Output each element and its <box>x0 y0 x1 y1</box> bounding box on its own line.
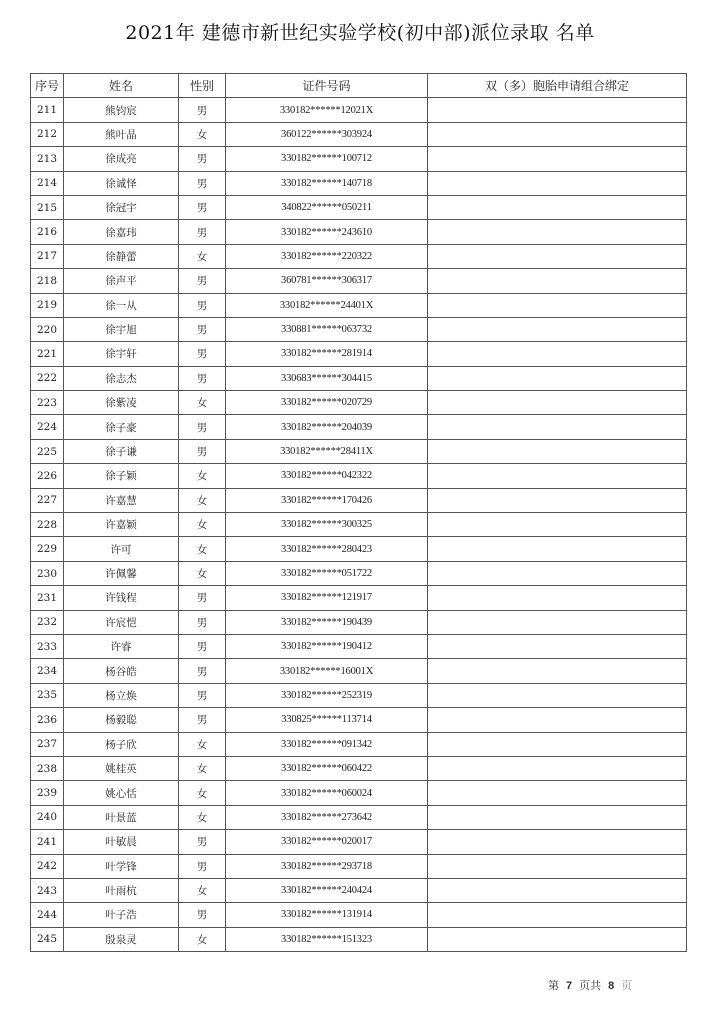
cell-twin-binding <box>428 122 687 146</box>
cell-gender: 男 <box>179 610 226 634</box>
cell-twin-binding <box>428 513 687 537</box>
cell-twin-binding <box>428 98 687 122</box>
table-row <box>31 781 687 805</box>
cell-twin-binding <box>428 927 687 951</box>
footer-middle: 页共 <box>579 979 602 992</box>
cell-twin-binding <box>428 293 687 317</box>
cell-gender: 女 <box>179 513 226 537</box>
table-row <box>31 391 687 415</box>
cell-name: 徐志杰 <box>64 366 179 390</box>
cell-index: 233 <box>31 634 64 658</box>
table-row <box>31 317 687 341</box>
cell-index: 240 <box>31 805 64 829</box>
table-row <box>31 830 687 854</box>
cell-index: 243 <box>31 878 64 902</box>
cell-name: 叶雨杭 <box>64 878 179 902</box>
table-row <box>31 513 687 537</box>
table-row <box>31 561 687 585</box>
table-row <box>31 488 687 512</box>
cell-twin-binding <box>428 586 687 610</box>
table-row <box>31 805 687 829</box>
table-row <box>31 464 687 488</box>
cell-id-number: 330182******24401X <box>226 293 428 317</box>
cell-index: 241 <box>31 830 64 854</box>
table-row <box>31 683 687 707</box>
cell-name: 许嘉颖 <box>64 513 179 537</box>
cell-index: 214 <box>31 171 64 195</box>
cell-name: 叶敏晨 <box>64 830 179 854</box>
cell-twin-binding <box>428 220 687 244</box>
cell-gender: 男 <box>179 634 226 658</box>
cell-gender: 女 <box>179 781 226 805</box>
cell-gender: 男 <box>179 586 226 610</box>
cell-name: 许钱程 <box>64 586 179 610</box>
cell-name: 叶景蓝 <box>64 805 179 829</box>
cell-gender: 女 <box>179 805 226 829</box>
cell-name: 熊钧宸 <box>64 98 179 122</box>
cell-index: 213 <box>31 147 64 171</box>
cell-id-number: 330881******063732 <box>226 317 428 341</box>
cell-id-number: 330182******240424 <box>226 878 428 902</box>
current-page-number: 7 <box>566 980 573 992</box>
cell-gender: 男 <box>179 171 226 195</box>
cell-index: 245 <box>31 927 64 951</box>
cell-gender: 男 <box>179 683 226 707</box>
cell-id-number: 330182******243610 <box>226 220 428 244</box>
cell-index: 238 <box>31 756 64 780</box>
cell-name: 叶子浩 <box>64 903 179 927</box>
cell-twin-binding <box>428 732 687 756</box>
cell-twin-binding <box>428 708 687 732</box>
cell-name: 徐嘉玮 <box>64 220 179 244</box>
cell-id-number: 330182******190412 <box>226 634 428 658</box>
cell-gender: 男 <box>179 147 226 171</box>
cell-gender: 男 <box>179 830 226 854</box>
cell-name: 熊叶晶 <box>64 122 179 146</box>
table-row <box>31 927 687 951</box>
cell-id-number: 330182******060422 <box>226 756 428 780</box>
table-row <box>31 732 687 756</box>
cell-twin-binding <box>428 903 687 927</box>
cell-twin-binding <box>428 537 687 561</box>
cell-gender: 男 <box>179 415 226 439</box>
cell-gender: 女 <box>179 927 226 951</box>
cell-name: 杨毅聪 <box>64 708 179 732</box>
cell-twin-binding <box>428 659 687 683</box>
cell-twin-binding <box>428 244 687 268</box>
cell-index: 242 <box>31 854 64 878</box>
cell-gender: 男 <box>179 439 226 463</box>
cell-name: 叶学锋 <box>64 854 179 878</box>
cell-id-number: 360122******303924 <box>226 122 428 146</box>
cell-twin-binding <box>428 317 687 341</box>
column-header-twin-binding: 双（多）胞胎申请组合绑定 <box>428 74 687 98</box>
table-row <box>31 439 687 463</box>
cell-name: 徐诚怿 <box>64 171 179 195</box>
cell-name: 徐静蕾 <box>64 244 179 268</box>
cell-index: 227 <box>31 488 64 512</box>
column-header-id-number: 证件号码 <box>226 74 428 98</box>
footer-prefix: 第 <box>548 979 559 992</box>
cell-twin-binding <box>428 756 687 780</box>
cell-name: 徐声平 <box>64 269 179 293</box>
cell-id-number: 330683******304415 <box>226 366 428 390</box>
cell-id-number: 330182******151323 <box>226 927 428 951</box>
cell-gender: 男 <box>179 708 226 732</box>
cell-id-number: 330182******051722 <box>226 561 428 585</box>
table-row <box>31 903 687 927</box>
cell-twin-binding <box>428 830 687 854</box>
column-header-gender: 性别 <box>179 74 226 98</box>
cell-id-number: 330182******121917 <box>226 586 428 610</box>
cell-gender: 男 <box>179 269 226 293</box>
cell-id-number: 330182******140718 <box>226 171 428 195</box>
table-row <box>31 366 687 390</box>
cell-index: 228 <box>31 513 64 537</box>
cell-gender: 女 <box>179 732 226 756</box>
cell-id-number: 330182******12021X <box>226 98 428 122</box>
admission-table <box>30 73 687 952</box>
cell-name: 许嘉慧 <box>64 488 179 512</box>
cell-index: 216 <box>31 220 64 244</box>
cell-twin-binding <box>428 561 687 585</box>
cell-id-number: 330182******170426 <box>226 488 428 512</box>
cell-index: 231 <box>31 586 64 610</box>
cell-twin-binding <box>428 781 687 805</box>
cell-name: 徐成亮 <box>64 147 179 171</box>
table-body <box>31 98 687 952</box>
cell-gender: 女 <box>179 464 226 488</box>
cell-gender: 女 <box>179 561 226 585</box>
cell-name: 徐一从 <box>64 293 179 317</box>
table-row <box>31 586 687 610</box>
cell-twin-binding <box>428 683 687 707</box>
cell-twin-binding <box>428 195 687 219</box>
cell-name: 杨谷皓 <box>64 659 179 683</box>
cell-index: 224 <box>31 415 64 439</box>
cell-index: 211 <box>31 98 64 122</box>
column-header-name: 姓名 <box>64 74 179 98</box>
table-row <box>31 122 687 146</box>
cell-name: 许可 <box>64 537 179 561</box>
table-row <box>31 854 687 878</box>
cell-index: 234 <box>31 659 64 683</box>
cell-id-number: 330182******131914 <box>226 903 428 927</box>
table-row <box>31 634 687 658</box>
cell-gender: 男 <box>179 342 226 366</box>
cell-id-number: 330182******042322 <box>226 464 428 488</box>
cell-twin-binding <box>428 391 687 415</box>
cell-index: 229 <box>31 537 64 561</box>
table-row <box>31 98 687 122</box>
cell-gender: 男 <box>179 220 226 244</box>
cell-id-number: 330182******204039 <box>226 415 428 439</box>
table-row <box>31 269 687 293</box>
table-row <box>31 342 687 366</box>
table-row <box>31 244 687 268</box>
cell-name: 杨立焕 <box>64 683 179 707</box>
cell-id-number: 330182******281914 <box>226 342 428 366</box>
cell-id-number: 330182******100712 <box>226 147 428 171</box>
cell-id-number: 340822******050211 <box>226 195 428 219</box>
table-row <box>31 220 687 244</box>
table-row <box>31 878 687 902</box>
cell-twin-binding <box>428 805 687 829</box>
cell-twin-binding <box>428 147 687 171</box>
table-row <box>31 708 687 732</box>
cell-index: 232 <box>31 610 64 634</box>
cell-index: 235 <box>31 683 64 707</box>
cell-gender: 女 <box>179 244 226 268</box>
cell-id-number: 330182******293718 <box>226 854 428 878</box>
cell-name: 姚桂英 <box>64 756 179 780</box>
table-row <box>31 415 687 439</box>
footer-suffix: 页 <box>621 979 633 992</box>
cell-id-number: 330182******020729 <box>226 391 428 415</box>
cell-gender: 男 <box>179 98 226 122</box>
cell-index: 217 <box>31 244 64 268</box>
table-header-row <box>31 74 687 98</box>
table-row <box>31 610 687 634</box>
cell-gender: 男 <box>179 366 226 390</box>
cell-gender: 女 <box>179 122 226 146</box>
cell-name: 姚心恬 <box>64 781 179 805</box>
cell-index: 237 <box>31 732 64 756</box>
table-row <box>31 756 687 780</box>
cell-gender: 女 <box>179 391 226 415</box>
cell-index: 215 <box>31 195 64 219</box>
document-title: 2021年 建德市新世纪实验学校(初中部)派位录取 名单 <box>125 22 595 44</box>
cell-name: 徐子谦 <box>64 439 179 463</box>
cell-name: 许睿 <box>64 634 179 658</box>
cell-gender: 男 <box>179 659 226 683</box>
cell-twin-binding <box>428 366 687 390</box>
cell-name: 徐紫凌 <box>64 391 179 415</box>
cell-twin-binding <box>428 854 687 878</box>
total-page-number: 8 <box>608 980 615 992</box>
cell-name: 许佩馨 <box>64 561 179 585</box>
cell-name: 徐冠宇 <box>64 195 179 219</box>
cell-gender: 男 <box>179 293 226 317</box>
cell-twin-binding <box>428 171 687 195</box>
table-row <box>31 659 687 683</box>
cell-gender: 男 <box>179 317 226 341</box>
column-header-index: 序号 <box>31 74 64 98</box>
cell-index: 236 <box>31 708 64 732</box>
cell-name: 徐子颖 <box>64 464 179 488</box>
cell-id-number: 330182******091342 <box>226 732 428 756</box>
cell-name: 杨子欣 <box>64 732 179 756</box>
cell-twin-binding <box>428 634 687 658</box>
cell-name: 徐宇轩 <box>64 342 179 366</box>
table-row <box>31 171 687 195</box>
cell-name: 徐子豪 <box>64 415 179 439</box>
cell-gender: 女 <box>179 537 226 561</box>
cell-gender: 男 <box>179 195 226 219</box>
cell-index: 225 <box>31 439 64 463</box>
cell-name: 徐宇旭 <box>64 317 179 341</box>
cell-gender: 男 <box>179 854 226 878</box>
cell-index: 244 <box>31 903 64 927</box>
cell-gender: 女 <box>179 878 226 902</box>
cell-id-number: 360781******306317 <box>226 269 428 293</box>
cell-id-number: 330182******020017 <box>226 830 428 854</box>
cell-id-number: 330182******252319 <box>226 683 428 707</box>
cell-id-number: 330182******273642 <box>226 805 428 829</box>
cell-id-number: 330182******190439 <box>226 610 428 634</box>
page-footer <box>548 977 632 993</box>
cell-gender: 女 <box>179 488 226 512</box>
cell-id-number: 330182******060024 <box>226 781 428 805</box>
cell-twin-binding <box>428 878 687 902</box>
cell-index: 239 <box>31 781 64 805</box>
cell-index: 221 <box>31 342 64 366</box>
cell-index: 212 <box>31 122 64 146</box>
cell-id-number: 330182******28411X <box>226 439 428 463</box>
cell-index: 226 <box>31 464 64 488</box>
cell-gender: 女 <box>179 756 226 780</box>
cell-id-number: 330182******16001X <box>226 659 428 683</box>
table-row <box>31 537 687 561</box>
cell-name: 许宸恺 <box>64 610 179 634</box>
cell-twin-binding <box>428 342 687 366</box>
cell-twin-binding <box>428 488 687 512</box>
cell-index: 222 <box>31 366 64 390</box>
cell-id-number: 330182******280423 <box>226 537 428 561</box>
cell-twin-binding <box>428 464 687 488</box>
cell-index: 218 <box>31 269 64 293</box>
cell-index: 230 <box>31 561 64 585</box>
cell-name: 殷泉灵 <box>64 927 179 951</box>
cell-gender: 男 <box>179 903 226 927</box>
cell-twin-binding <box>428 439 687 463</box>
cell-index: 219 <box>31 293 64 317</box>
cell-twin-binding <box>428 269 687 293</box>
table-row <box>31 293 687 317</box>
cell-twin-binding <box>428 415 687 439</box>
table-row <box>31 147 687 171</box>
cell-twin-binding <box>428 610 687 634</box>
cell-index: 220 <box>31 317 64 341</box>
cell-id-number: 330182******300325 <box>226 513 428 537</box>
cell-index: 223 <box>31 391 64 415</box>
cell-id-number: 330182******220322 <box>226 244 428 268</box>
table-row <box>31 195 687 219</box>
cell-id-number: 330825******113714 <box>226 708 428 732</box>
